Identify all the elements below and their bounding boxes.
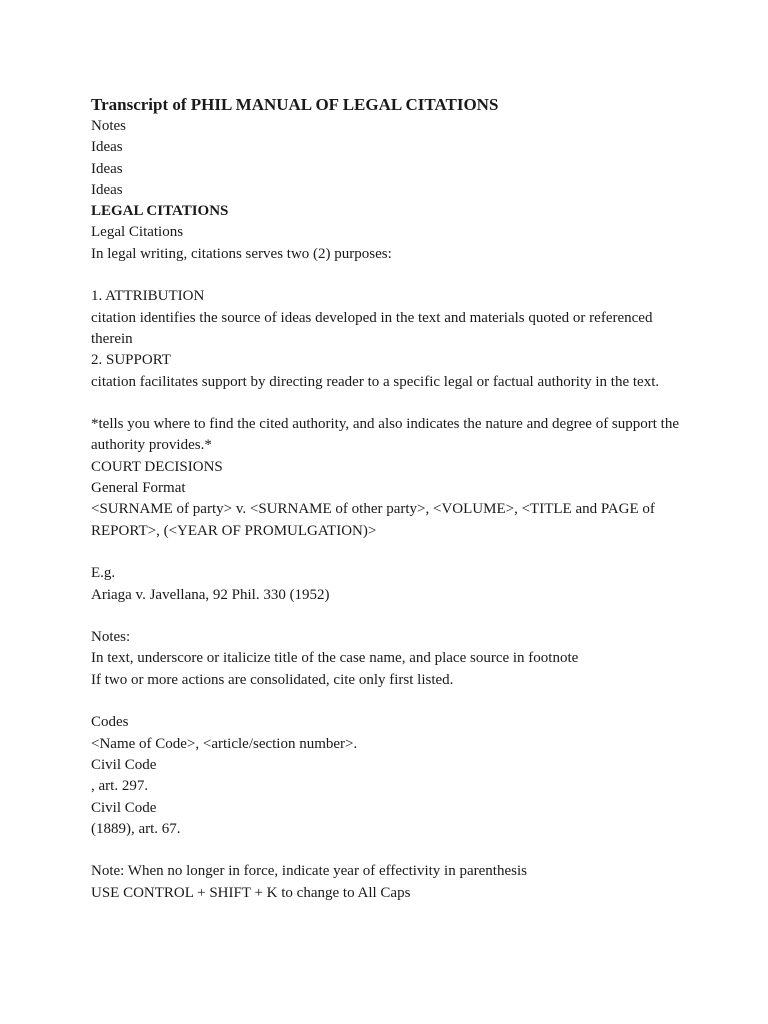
- text-line: E.g.: [91, 565, 116, 582]
- text-line: 2. SUPPORT: [91, 352, 171, 369]
- blank-line: [91, 542, 681, 563]
- blank-line: [91, 393, 681, 414]
- text-line: , art. 297.: [91, 778, 149, 795]
- text-line: General Format: [91, 480, 186, 497]
- blank-line: [91, 606, 681, 627]
- section-heading: LEGAL CITATIONS: [91, 203, 229, 220]
- text-line: Ideas: [91, 181, 123, 198]
- text-line: If two or more actions are consolidated, cite only first listed.: [91, 671, 454, 688]
- text-paragraph: citation facilitates support by directing reader to a specific legal or factual authority in the text.: [91, 373, 660, 390]
- text-line: <Name of Code>, <article/section number>.: [91, 735, 358, 752]
- text-line: Notes:: [91, 629, 131, 646]
- blank-line: [91, 840, 681, 861]
- text-line: Civil Code: [91, 756, 157, 773]
- text-line: Note: When no longer in force, indicate year of effectivity in parenthesis: [91, 863, 527, 880]
- text-line: 1. ATTRIBUTION: [91, 288, 205, 305]
- text-paragraph: <SURNAME of party> v. <SURNAME of other party>, <VOLUME>, <TITLE and PAGE of REPORT>, (<YEAR OF PROMULGATION)>: [91, 501, 655, 539]
- blank-line: [91, 691, 681, 712]
- text-line: Legal Citations: [91, 224, 184, 241]
- text-line: In text, underscore or italicize title of the case name, and place source in footnote: [91, 650, 579, 667]
- document-page: [91, 94, 681, 904]
- text-line: USE CONTROL + SHIFT + K to change to All Caps: [91, 884, 411, 901]
- text-line: Ideas: [91, 160, 123, 177]
- text-line: Notes: [91, 118, 126, 134]
- text-line: Civil Code: [91, 799, 157, 816]
- text-line: (1889), art. 67.: [91, 820, 181, 837]
- document-title: Transcript of PHIL MANUAL OF LEGAL CITATIONS: [91, 95, 499, 114]
- text-line: Ideas: [91, 139, 123, 156]
- text-paragraph: *tells you where to find the cited authority, and also indicates the nature and degree of support the authority provides.*: [91, 416, 680, 454]
- text-line: COURT DECISIONS: [91, 458, 223, 475]
- text-line: Codes: [91, 714, 129, 731]
- text-paragraph: citation identifies the source of ideas developed in the text and materials quoted or referenced therein: [91, 309, 653, 347]
- text-line: Ariaga v. Javellana, 92 Phil. 330 (1952): [91, 586, 330, 603]
- text-line: In legal writing, citations serves two (2) purposes:: [91, 245, 392, 262]
- blank-line: [91, 265, 681, 286]
